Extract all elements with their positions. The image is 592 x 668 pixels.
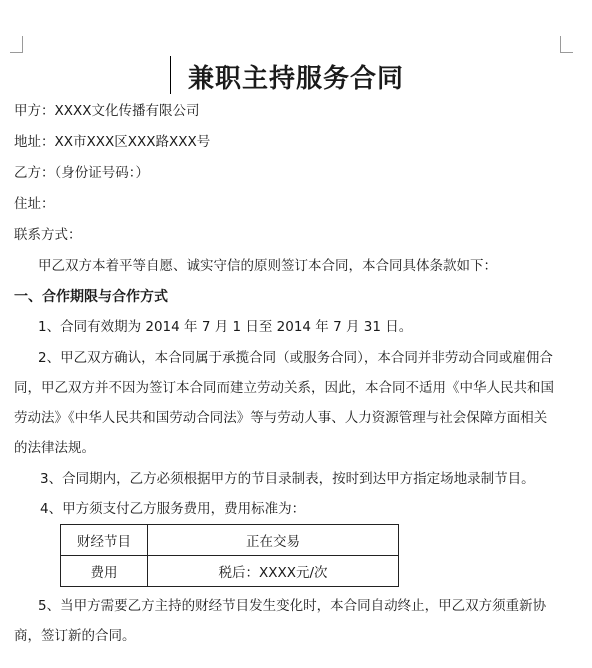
margin-corner-top-left (10, 36, 23, 53)
table-row (61, 525, 399, 556)
clause-5-line[interactable]: 商，签订新的合同。 (14, 628, 136, 644)
fee-table (60, 524, 399, 587)
clause-2-line[interactable]: 劳动法》《中华人民共和国劳动合同法》等与劳动人事、人力资源管理与社会保障方面相关 (14, 410, 548, 426)
clause-2-line[interactable]: 的法律法规。 (14, 440, 95, 456)
clause-3[interactable]: 3、合同期内，乙方必须根据甲方的节目录制表，按时到达甲方指定场地录制节目。 (40, 471, 535, 487)
table-cell[interactable]: 费用 (61, 556, 148, 587)
party-b-line[interactable]: 乙方：（身份证号码：） (14, 165, 149, 181)
table-cell[interactable]: 税后：XXXX元/次 (148, 556, 399, 587)
clause-5-line[interactable]: 5、当甲方需要乙方主持的财经节目发生变化时，本合同自动终止，甲乙双方须重新协 (38, 598, 547, 614)
margin-corner-top-right (560, 36, 573, 53)
document-title[interactable]: 兼职主持服务合同 (187, 64, 404, 94)
section-1-heading[interactable]: 一、合作期限与合作方式 (14, 289, 168, 305)
table-cell[interactable]: 财经节目 (61, 525, 148, 556)
clause-1[interactable]: 1、合同有效期为 2014 年 7 月 1 日至 2014 年 7 月 31 日。 (38, 319, 413, 335)
address-line[interactable]: 地址：XX市XXX区XXX路XXX号 (14, 134, 211, 150)
intro-paragraph[interactable]: 甲乙双方本着平等自愿、诚实守信的原则签订本合同，本合同具体条款如下： (38, 258, 497, 274)
party-a-line[interactable]: 甲方：XXXX文化传播有限公司 (14, 103, 200, 119)
clause-2-line[interactable]: 2、甲乙双方确认，本合同属于承揽合同（或服务合同），本合同并非劳动合同或雇佣合 (38, 350, 553, 366)
clause-4[interactable]: 4、甲方须支付乙方服务费用，费用标准为： (40, 501, 306, 517)
table-cell[interactable]: 正在交易 (148, 525, 399, 556)
residence-line[interactable]: 住址： (14, 196, 55, 212)
table-row (61, 556, 399, 587)
contact-line[interactable]: 联系方式： (14, 227, 82, 243)
clause-2-line[interactable]: 同，甲乙双方并不因为签订本合同而建立劳动关系，因此，本合同不适用《中华人民共和国 (14, 380, 554, 396)
